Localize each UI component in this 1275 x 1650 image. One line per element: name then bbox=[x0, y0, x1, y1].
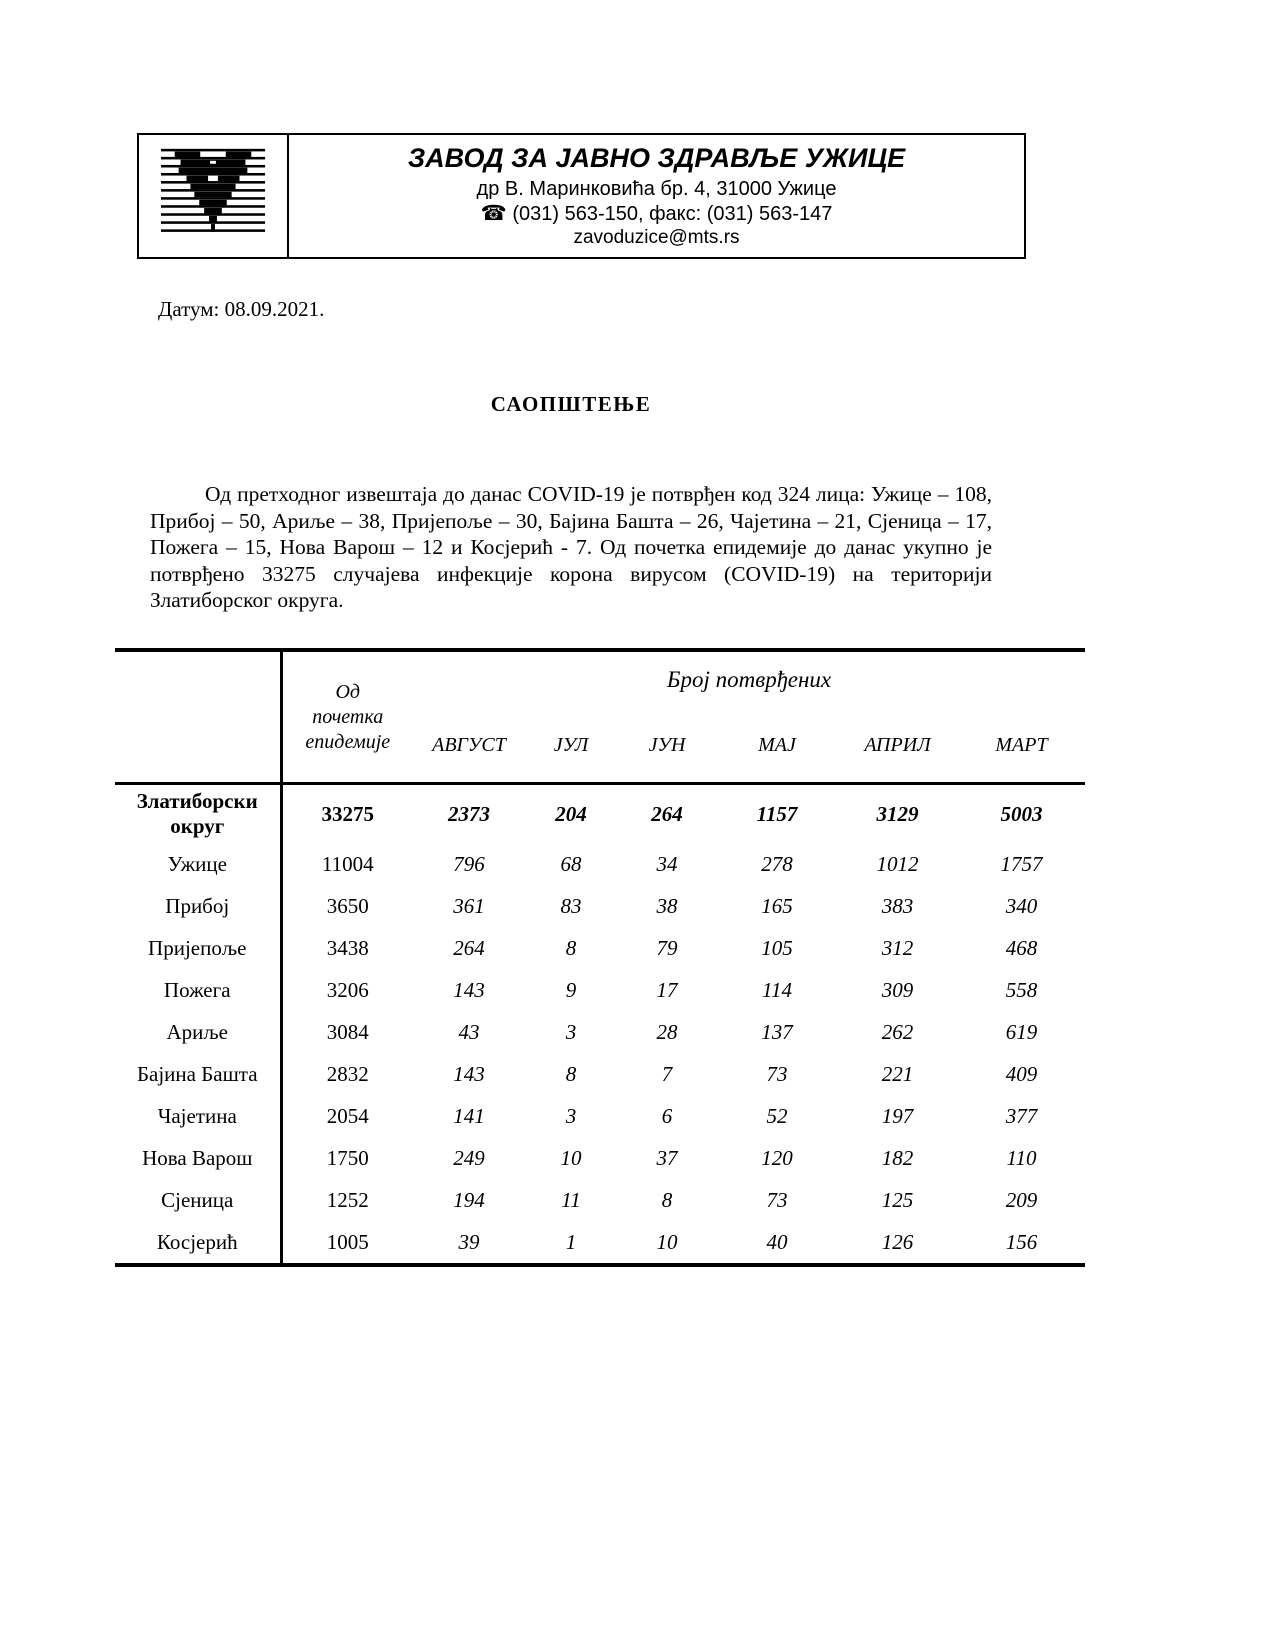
month-value: 68 bbox=[560, 851, 582, 876]
municipality-name: Чајетина bbox=[115, 1095, 281, 1137]
group-header: Број потврђених bbox=[666, 667, 832, 692]
table-row bbox=[115, 1137, 1085, 1179]
month-value: 221 bbox=[881, 1061, 914, 1086]
org-phone bbox=[481, 202, 833, 226]
month-value: 1 bbox=[565, 1229, 577, 1254]
since-epidemic-value: 1005 bbox=[326, 1229, 369, 1254]
month-value: 383 bbox=[881, 893, 914, 918]
since-epidemic-value: 33275 bbox=[321, 801, 374, 826]
month-value: 361 bbox=[453, 893, 485, 918]
table-row bbox=[115, 1053, 1085, 1095]
municipality-name: Косјерић bbox=[115, 1221, 281, 1265]
date-line: Датум: 08.09.2021. bbox=[158, 297, 325, 321]
month-value: 209 bbox=[1005, 1187, 1038, 1212]
month-value: 17 bbox=[656, 977, 678, 1002]
org-email: zavoduzice@mts.rs bbox=[573, 227, 740, 249]
month-value: 262 bbox=[881, 1019, 914, 1044]
month-value: 79 bbox=[656, 935, 678, 960]
month-value: 37 bbox=[656, 1145, 678, 1170]
month-value: 468 bbox=[1005, 935, 1038, 960]
phone-icon: ☎ bbox=[480, 201, 507, 225]
since-epidemic-value: 11004 bbox=[321, 851, 374, 876]
since-epidemic-value: 3438 bbox=[326, 935, 369, 960]
table-body bbox=[115, 784, 1085, 1266]
page-title: САОПШТЕЊЕ bbox=[490, 392, 652, 416]
since-epidemic-value: 2832 bbox=[326, 1061, 369, 1086]
blank-corner-cell bbox=[115, 650, 281, 784]
month-header-june: ЈУН bbox=[617, 708, 717, 784]
month-value: 120 bbox=[761, 1145, 793, 1170]
month-value: 28 bbox=[656, 1019, 678, 1044]
since-epidemic-value: 3206 bbox=[326, 977, 369, 1002]
phone-number: (031) 563-150, факс: (031) 563-147 bbox=[512, 202, 833, 225]
month-value: 264 bbox=[453, 935, 485, 960]
month-value: 312 bbox=[881, 935, 914, 960]
month-value: 409 bbox=[1005, 1061, 1038, 1086]
month-value: 10 bbox=[656, 1229, 678, 1254]
month-value: 39 bbox=[458, 1229, 480, 1254]
month-value: 3 bbox=[565, 1103, 577, 1128]
body-paragraph: Од претходног извештаја до данас COVID-19 је потврђен код 324 лица: Ужице – 108, Прибој – 50, Ариље – 38, Пријепоље – 30, Бајина Башта – 26, Чајетина – 21, Сјеница – 17, Пожега – 15, Нова Варош – 12 и Косјерић - 7. Од почетка епидемије до данас укупно је потврђено 33275 случајева инфекције корона вирусом (COVID-19) на територији Златиборског округа. bbox=[150, 482, 992, 613]
letterhead-text bbox=[289, 135, 1024, 257]
month-value: 1012 bbox=[876, 851, 919, 876]
month-value: 9 bbox=[565, 977, 577, 1002]
confirmed-cases-table bbox=[115, 648, 1085, 1267]
month-value: 340 bbox=[1005, 893, 1038, 918]
month-value: 1757 bbox=[1000, 851, 1043, 876]
month-value: 83 bbox=[560, 893, 582, 918]
since-epidemic-value: 2054 bbox=[326, 1103, 369, 1128]
letterhead-box bbox=[137, 133, 1026, 259]
since-epidemic-value: 1750 bbox=[326, 1145, 369, 1170]
month-value: 1157 bbox=[756, 801, 798, 826]
month-value: 264 bbox=[651, 801, 683, 826]
month-value: 165 bbox=[761, 893, 793, 918]
month-header-april: АПРИЛ bbox=[837, 708, 958, 784]
since-epidemic-value: 3084 bbox=[326, 1019, 369, 1044]
month-value: 126 bbox=[881, 1229, 914, 1254]
month-value: 309 bbox=[881, 977, 914, 1002]
month-value: 110 bbox=[1006, 1145, 1037, 1170]
month-value: 194 bbox=[453, 1187, 485, 1212]
logo-cell bbox=[139, 135, 289, 257]
month-value: 182 bbox=[881, 1145, 914, 1170]
month-value: 143 bbox=[453, 977, 485, 1002]
since-epidemic-header: Од почетка епидемије bbox=[281, 650, 413, 784]
month-value: 73 bbox=[766, 1187, 788, 1212]
municipality-name: Пријепоље bbox=[115, 927, 281, 969]
month-value: 141 bbox=[453, 1103, 485, 1128]
table-row bbox=[115, 1011, 1085, 1053]
municipality-name: Прибој bbox=[115, 885, 281, 927]
month-value: 43 bbox=[458, 1019, 480, 1044]
month-value: 11 bbox=[561, 1187, 581, 1212]
table-row bbox=[115, 885, 1085, 927]
month-value: 8 bbox=[565, 1061, 577, 1086]
municipality-name: Сјеница bbox=[115, 1179, 281, 1221]
institute-logo-icon bbox=[159, 148, 267, 245]
month-value: 5003 bbox=[1000, 801, 1043, 826]
municipality-name: Ариље bbox=[115, 1011, 281, 1053]
table-row bbox=[115, 1179, 1085, 1221]
table-header bbox=[115, 650, 1085, 784]
table-row bbox=[115, 1221, 1085, 1265]
month-header-august: АВГУСТ bbox=[413, 708, 525, 784]
municipality-name: Нова Варош bbox=[115, 1137, 281, 1179]
table-row bbox=[115, 1095, 1085, 1137]
month-value: 278 bbox=[761, 851, 793, 876]
month-value: 3 bbox=[565, 1019, 577, 1044]
month-value: 125 bbox=[881, 1187, 914, 1212]
table-row bbox=[115, 843, 1085, 885]
month-value: 73 bbox=[766, 1061, 788, 1086]
month-header-may: МАЈ bbox=[717, 708, 837, 784]
month-value: 796 bbox=[453, 851, 485, 876]
month-value: 377 bbox=[1005, 1103, 1038, 1128]
month-value: 40 bbox=[766, 1229, 788, 1254]
month-value: 38 bbox=[656, 893, 678, 918]
month-value: 249 bbox=[453, 1145, 485, 1170]
since-epidemic-value: 1252 bbox=[326, 1187, 369, 1212]
month-value: 619 bbox=[1005, 1019, 1038, 1044]
month-value: 10 bbox=[560, 1145, 582, 1170]
since-epidemic-value: 3650 bbox=[326, 893, 369, 918]
month-value: 156 bbox=[1005, 1229, 1038, 1254]
month-header-july: ЈУЛ bbox=[525, 708, 617, 784]
org-address: др В. Маринковића бр. 4, 31000 Ужице bbox=[476, 177, 837, 200]
month-value: 2373 bbox=[448, 801, 490, 826]
table-row bbox=[115, 969, 1085, 1011]
month-value: 204 bbox=[555, 801, 587, 826]
month-value: 8 bbox=[661, 1187, 673, 1212]
month-value: 34 bbox=[656, 851, 678, 876]
month-value: 105 bbox=[761, 935, 793, 960]
municipality-name: Пожега bbox=[115, 969, 281, 1011]
month-value: 197 bbox=[881, 1103, 914, 1128]
month-header-march: МАРТ bbox=[958, 708, 1085, 784]
month-value: 8 bbox=[565, 935, 577, 960]
municipality-name: Бајина Башта bbox=[115, 1053, 281, 1095]
month-value: 114 bbox=[762, 977, 792, 1002]
table-row bbox=[115, 927, 1085, 969]
month-value: 52 bbox=[766, 1103, 788, 1128]
municipality-name: Ужице bbox=[115, 843, 281, 885]
table-row bbox=[115, 784, 1085, 844]
month-value: 137 bbox=[761, 1019, 793, 1044]
month-value: 3129 bbox=[876, 801, 919, 826]
municipality-name: Златиборски округ bbox=[115, 784, 281, 844]
month-value: 6 bbox=[661, 1103, 673, 1128]
month-value: 7 bbox=[661, 1061, 673, 1086]
org-name: ЗАВОД ЗА ЈАВНО ЗДРАВЉЕ УЖИЦЕ bbox=[407, 143, 906, 174]
month-value: 558 bbox=[1005, 977, 1038, 1002]
month-value: 143 bbox=[453, 1061, 485, 1086]
